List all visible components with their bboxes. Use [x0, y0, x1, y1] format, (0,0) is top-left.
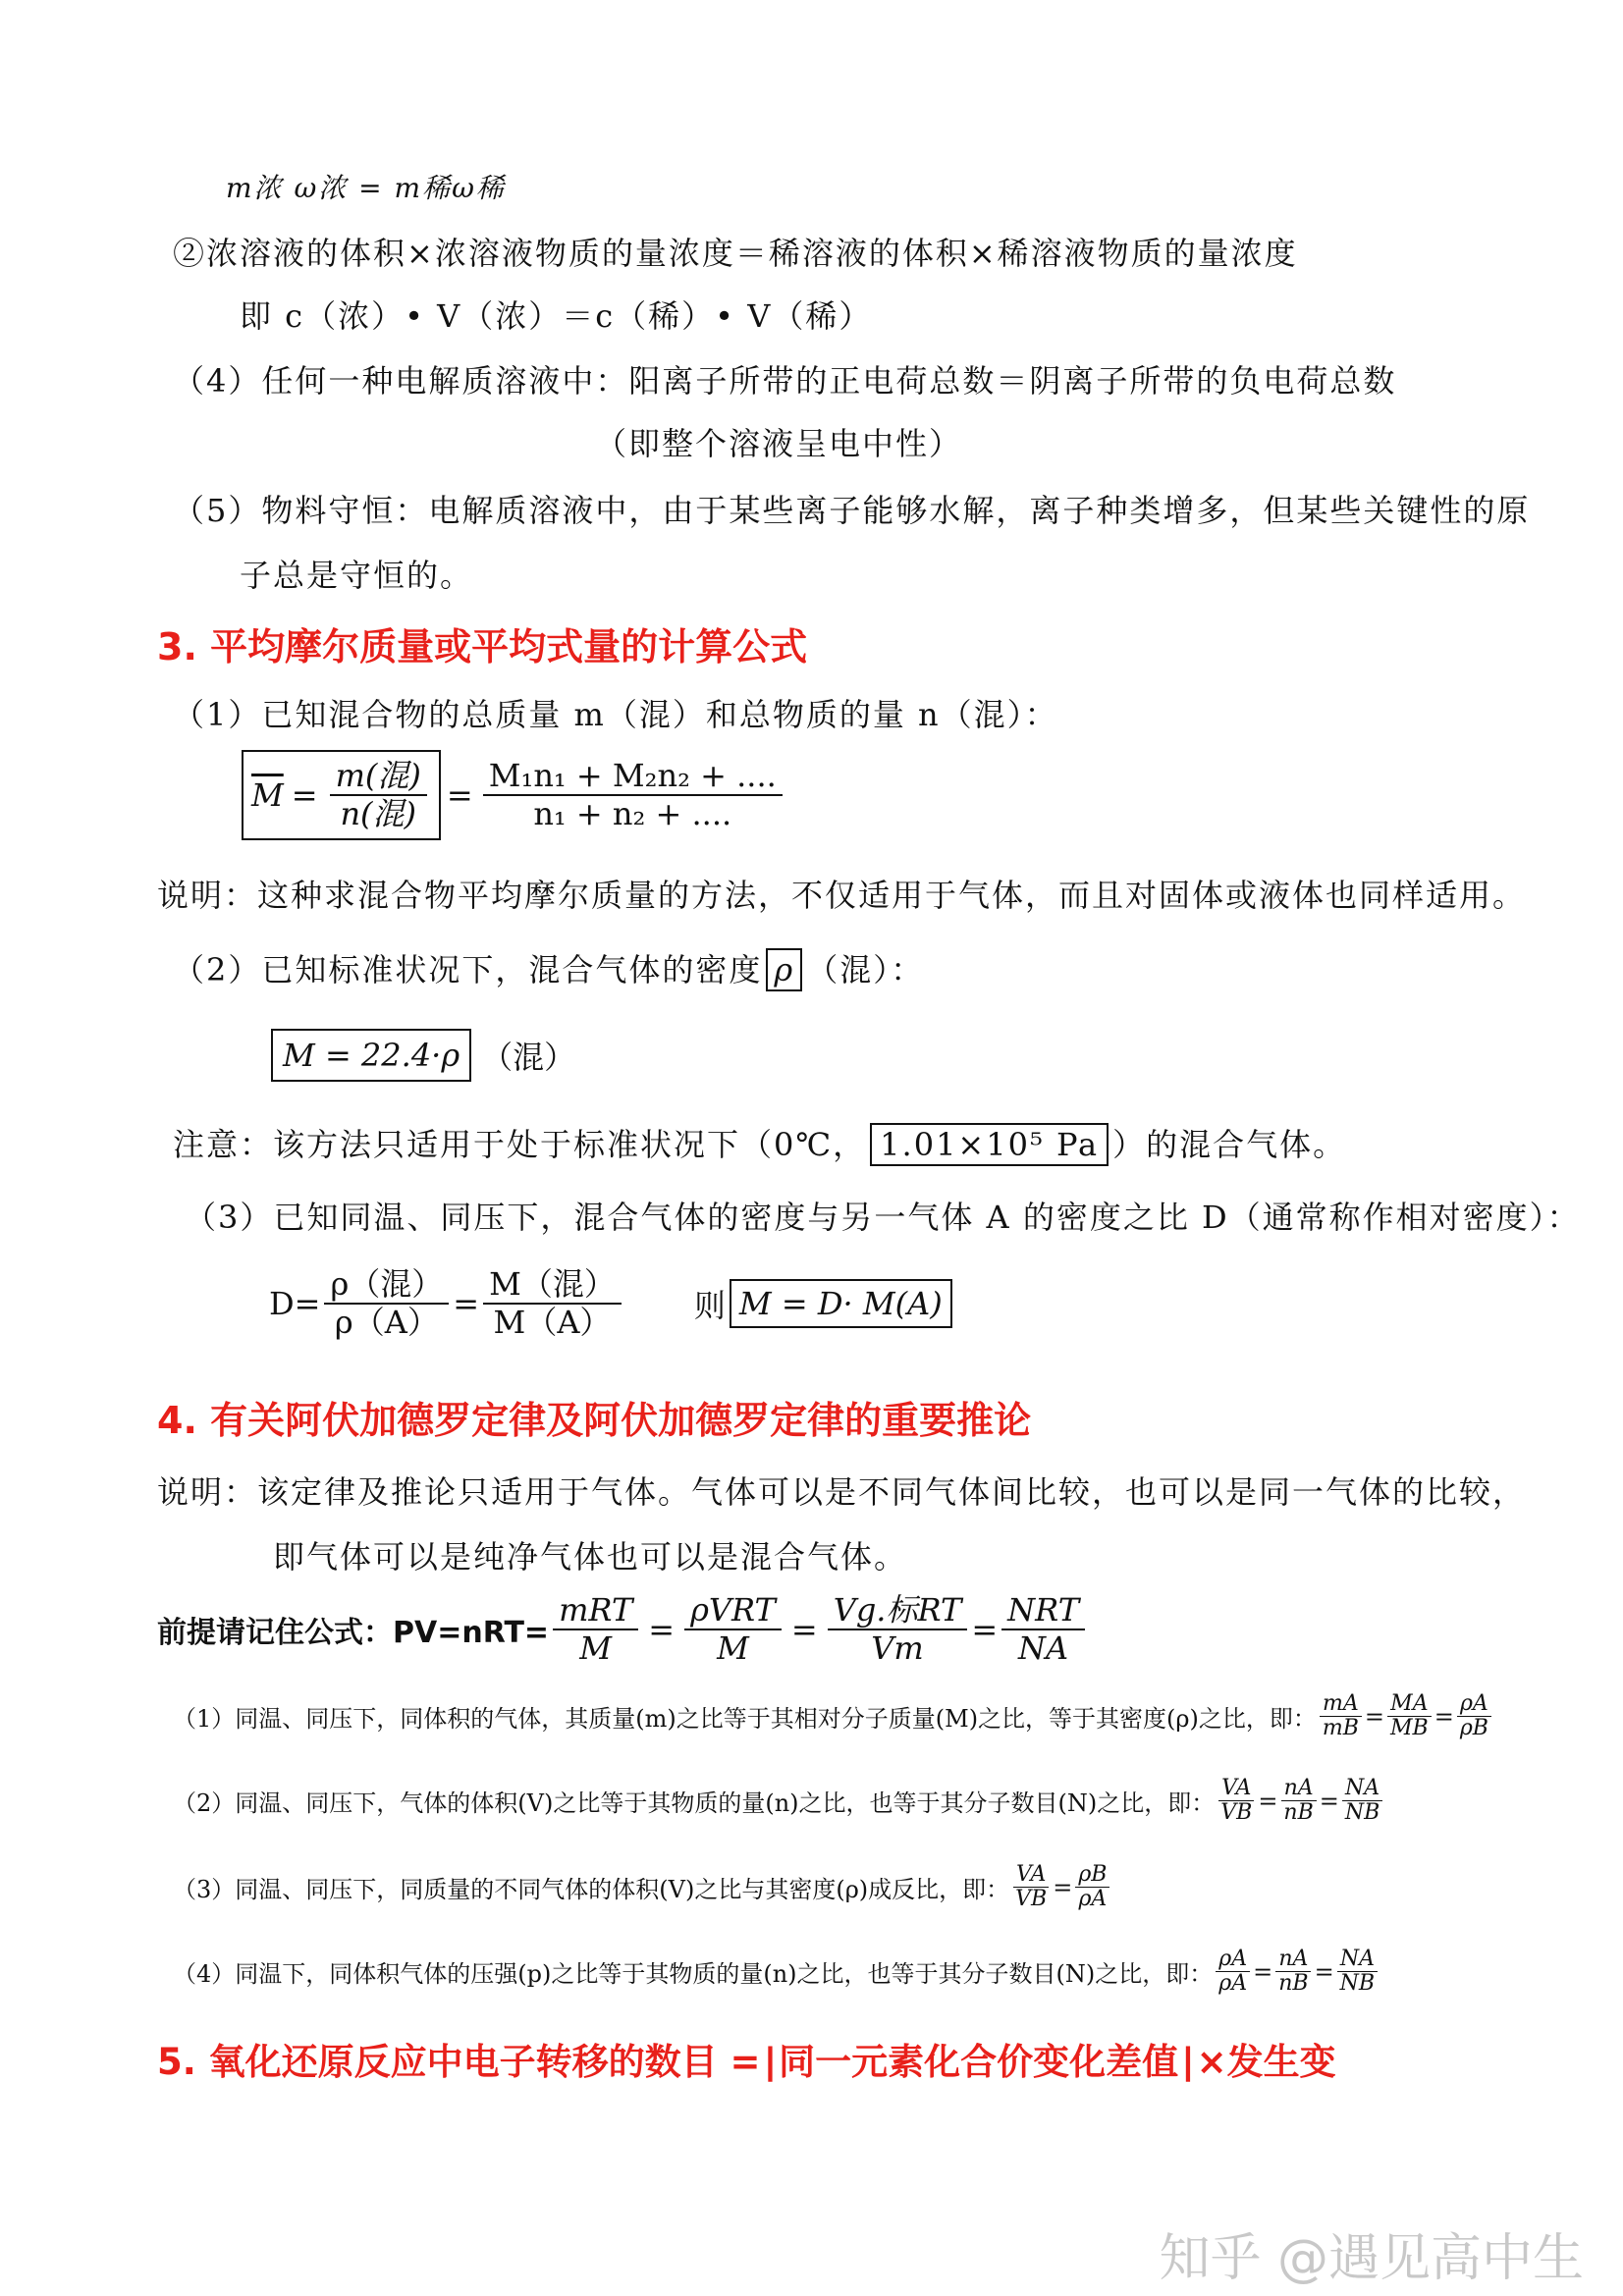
- inference-1: （1）同温、同压下，同体积的气体，其质量(m)之比等于其相对分子质量(M)之比，等于其密度(ρ)之比，即： $\frac{mA}{mB}$ = $\frac{MA}{MB}$ = $\frac{\rho A}{\rho B}$: [173, 1692, 1494, 1740]
- eq1-num1: m(混): [330, 758, 427, 796]
- eq2-tail: （混）: [481, 1039, 576, 1076]
- premise-frac-1: $\frac{\text{mRT}}{M}$: [553, 1592, 638, 1667]
- text-4-note-a: 说明：该定律及推论只适用于气体。气体可以是不同气体间比较，也可以是同一气体的比较，: [157, 1473, 1527, 1511]
- eq3-frac-1: [324, 1266, 449, 1341]
- text-3-3: （3）已知同温、同压下，混合气体的密度与另一气体 A 的密度之比 D（通常称作相对密度）：: [185, 1199, 1581, 1236]
- text-charge-balance: （4）任何一种电解质溶液中：阳离子所带的正电荷总数＝阴离子所带的负电荷总数: [173, 362, 1397, 400]
- text-charge-balance-note: （即整个溶液呈电中性）: [595, 425, 963, 462]
- text-3-2: （2）已知标准状况下，混合气体的密度 ρ （混）：: [173, 948, 924, 991]
- eq3-frac-2: [483, 1266, 622, 1341]
- eq3-then: 则: [693, 1286, 726, 1324]
- text-dilution-rule-2: ②浓溶液的体积×浓溶液物质的量浓度＝稀溶液的体积×稀溶液物质的量浓度: [173, 235, 1298, 272]
- equation-premise: 前提请记住公式：PV=nRT= $\frac{\text{mRT}}{M}$ = $\frac{\text{ρVRT}}{M}$ = $\frac{\text{Vg.标RT}}{Vm}$ = $\frac{\text{NRT}}{NA}$: [157, 1592, 1089, 1667]
- equation-relative-density: D= $\frac{\text{ρ（混）}}{\rho(A)}$ = $\frac{\text{M（混）}}{M(A)}$ 则 M = D· M(A): [269, 1266, 952, 1341]
- watermark: 知乎 @遇见高中生: [1159, 2229, 1584, 2288]
- inference-4: （4）同温下，同体积气体的压强(p)之比等于其物质的量(n)之比，也等于其分子数目(N)之比，即： $\frac{\rho A}{\rho A}$ = $\frac{nA}{nB}$ = $\frac{NA}{NB}$: [173, 1948, 1380, 1996]
- inference-3: （3）同温、同压下，同质量的不同气体的体积(V)之比与其密度(ρ)成反比，即： $\frac{VA}{VB}$ = $\frac{\rho B}{\rho A}$: [173, 1863, 1112, 1911]
- equation-standard-density: [271, 1029, 575, 1082]
- eq1-frac-2: [483, 758, 783, 832]
- heading-4: 4. 有关阿伏加德罗定律及阿伏加德罗定律的重要推论: [157, 1399, 1032, 1442]
- equation-average-molar-mass: $\overline{M}$ = $\frac{\text{m(混)}}{\text{n(混)}}$ = $\frac{\text{M₁n₁ + M₂n₂ + ....}}{\text{n₁ + n₂ + ....}}$: [242, 750, 786, 840]
- eq3-num2: M（混）: [483, 1266, 622, 1305]
- text-mass-conservation-a: （5）物料守恒：电解质溶液中，由于某些离子能够水解，离子种类增多，但某些关键性的原: [173, 492, 1531, 529]
- eq1-frac-1: [330, 758, 427, 832]
- text-3-1: （1）已知混合物的总质量 m（混）和总物质的量 n（混）：: [173, 696, 1058, 733]
- heading-3: 3. 平均摩尔质量或平均式量的计算公式: [157, 625, 808, 668]
- eq1-den1: n(混): [340, 794, 417, 832]
- eq3-den1: ρ（A）: [334, 1303, 439, 1341]
- text-dilution-formula: 即 c（浓）• V（浓）＝c（稀）• V（稀）: [240, 297, 873, 335]
- pressure-box: 1.01×10⁵ Pa: [870, 1123, 1109, 1166]
- premise-frac-4: $\frac{\text{NRT}}{NA}$: [1001, 1592, 1085, 1667]
- premise-frac-3: $\frac{\text{Vg.标RT}}{Vm}$: [828, 1592, 968, 1667]
- eq1-num2: M₁n₁ + M₂n₂ + ....: [483, 758, 783, 796]
- text-note-1: 说明：这种求混合物平均摩尔质量的方法，不仅适用于气体，而且对固体或液体也同样适用。: [157, 877, 1527, 914]
- eq3-num1: ρ（混）: [324, 1266, 449, 1305]
- premise-frac-2: $\frac{\text{ρVRT}}{M}$: [684, 1592, 782, 1667]
- inference-2: （2）同温、同压下，气体的体积(V)之比等于其物质的量(n)之比，也等于其分子数目(N)之比，即： $\frac{VA}{VB}$ = $\frac{nA}{nB}$ = $\frac{NA}{NB}$: [173, 1777, 1385, 1825]
- eq1-den2: n₁ + n₂ + ....: [533, 794, 732, 832]
- text-note-2: 注意：该方法只适用于处于标准状况下（0℃， 1.01×10⁵ Pa ）的混合气体。: [173, 1123, 1346, 1166]
- eq2-box: M = 22.4·ρ: [271, 1029, 471, 1082]
- eq3-den2: M（A）: [493, 1303, 612, 1341]
- rho-box: ρ: [766, 948, 802, 991]
- text-mass-conservation-b: 子总是守恒的。: [240, 557, 474, 594]
- eq1-lhs: $\overline{M}$: [251, 775, 284, 814]
- text-4-note-b: 即气体可以是纯净气体也可以是混合气体。: [273, 1538, 908, 1575]
- premise-label: 前提请记住公式：PV=nRT=: [157, 1615, 550, 1650]
- formula-mass-conservation: m浓 ω浓 = m稀ω稀: [226, 172, 506, 204]
- eq1-box: $\overline{M}$ = $\frac{\text{m(混)}}{\text{n(混)}}$: [242, 750, 441, 840]
- eq3-box: M = D· M(A): [730, 1279, 952, 1328]
- heading-5: 5. 氧化还原反应中电子转移的数目 =∣同一元素化合价变化差值∣×发生变: [157, 2041, 1336, 2083]
- eq3-lead: D=: [269, 1284, 321, 1322]
